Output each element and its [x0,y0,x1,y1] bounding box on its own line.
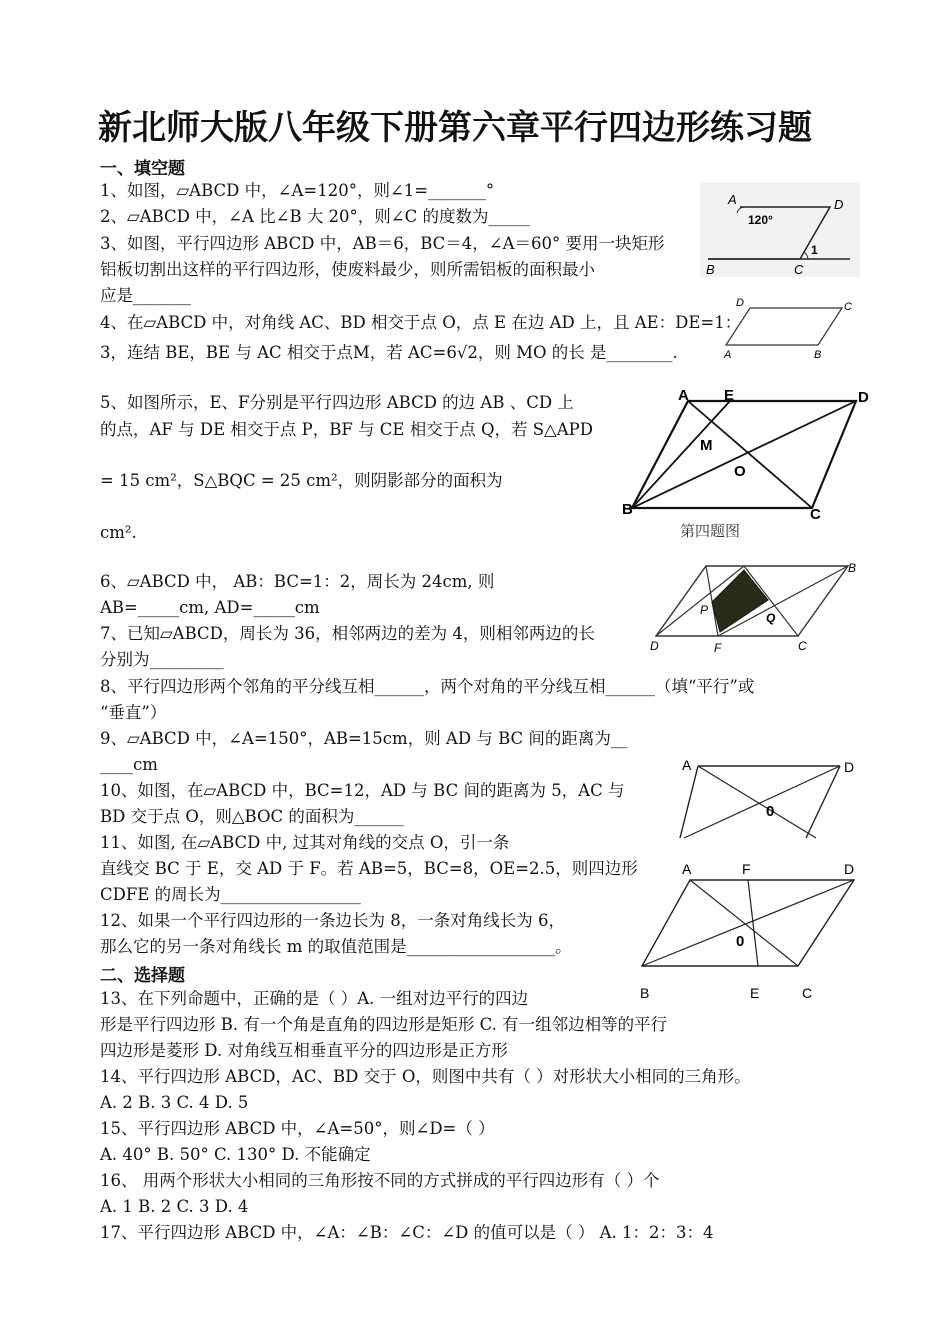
fig4-label-o: O [734,463,746,480]
fig5-label-p: P [700,603,709,617]
figure-q3-parallelogram [714,290,864,365]
fig10-label-a: A [682,757,692,773]
question-13-line-1: 13、在下列命题中，正确的是（ ）A. 一组对边平行的四边 [100,989,529,1008]
question-5-line-1: 5、如图所示，E、F分别是平行四边形 ABCD 的边 AB 、CD 上 [100,393,574,412]
fig5-label-b: B [848,561,857,575]
question-16-line-1: 16、 用两个形状大小相同的三角形按不同的方式拼成的平行四边形有（ ）个 [100,1171,660,1190]
fig4-label-b: B [622,501,633,518]
question-13-line-2: 形是平行四边形 B. 有一个角是直角的四边形是矩形 C. 有一组邻边相等的平行 [100,1015,668,1034]
page-title: 新北师大版八年级下册第六章平行四边形练习题 [98,108,812,148]
question-11-line-3: CDFE 的周长为_________________ [100,885,361,904]
question-17-line-1: 17、平行四边形 ABCD 中，∠A：∠B：∠C：∠D 的值可以是（ ） A. 1：2：3：4 [100,1223,714,1242]
question-3-line-2: 铝板切割出这样的平行四边形，使废料最少，则所需铝板的面积最小 [100,260,595,279]
fig11-label-d: D [844,861,855,877]
fig5-label-d: D [650,639,659,653]
question-5-line-2: 的点，AF 与 DE 相交于点 P，BF 与 CE 相交于点 Q，若 S△APD [100,420,593,439]
figure-q5-shaded-parallelogram [648,560,863,655]
fig4-label-c: C [810,506,821,523]
fig3-label-b: B [814,349,822,361]
fig4-label-a: A [678,387,689,404]
question-2: 2、▱ABCD 中，∠A 比∠B 大 20°，则∠C 的度数为_____ [100,207,530,226]
fig10-label-o: 0 [766,803,775,820]
fig5-label-f: F [714,641,722,655]
fig11-label-f: F [742,861,751,877]
fig5-label-q: Q [766,611,776,625]
question-15-line-1: 15、平行四边形 ABCD 中，∠A=50°，则∠D=（ ） [100,1119,495,1138]
question-4-line-2: 3，连结 BE，BE 与 AC 相交于点M，若 AC=6√2，则 MO 的长 是________. [100,343,678,362]
fig5-shaded-region [712,570,768,632]
fig1-label-d: D [834,197,844,212]
figure-q10-parallelogram [676,752,866,840]
fig11-label-o: 0 [736,933,745,950]
fig3-label-a: A [724,349,732,361]
question-10-line-1: 10、如图，在▱ABCD 中，BC=12，AD 与 BC 间的距离为 5，AC 与 [100,781,625,800]
question-14-line-2: A. 2 B. 3 C. 4 D. 5 [100,1093,249,1112]
question-6-line-2: AB=_____cm, AD=_____cm [100,598,320,617]
question-9-line-2: ____cm [100,755,158,774]
figure-q11-parallelogram [636,856,866,1006]
fig11-label-c: C [802,985,813,1001]
fig1-angle-120: 120° [748,213,773,227]
figure-q1-parallelogram [700,182,860,277]
fig5-label-c: C [798,639,807,653]
question-3-line-3: 应是_______ [100,286,191,305]
fig10-label-d: D [844,759,855,775]
section-heading-fill-blank: 一、填空题 [100,159,185,179]
question-10-line-2: BD 交于点 O，则△BOC 的面积为______ [100,807,404,826]
question-11-line-2: 直线交 BC 于 E，交 AD 于 F。若 AB=5，BC=8，OE=2.5，则四边形 [100,859,638,878]
fig1-label-b: B [706,262,715,277]
fig4-label-d: D [858,389,869,406]
question-8-line-2: “垂直”） [100,703,167,722]
question-9-line-1: 9、▱ABCD 中，∠A=150°，AB=15cm，则 AD 与 BC 间的距离为__ [100,729,628,748]
question-12-line-1: 12、如果一个平行四边形的一条边长为 8，一条对角线长为 6， [100,911,565,930]
fig4-label-m: M [700,437,713,454]
fig3-label-d: D [736,297,744,309]
fig3-label-c: C [844,301,852,313]
question-16-line-2: A. 1 B. 2 C. 3 D. 4 [100,1197,249,1216]
figure-q4-parallelogram [618,386,880,546]
question-7-line-2: 分别为_________ [100,650,224,669]
question-11-line-1: 11、如图, 在▱ABCD 中, 过其对角线的交点 O，引一条 [100,833,510,852]
fig1-label-a: A [728,192,737,207]
section-heading-multiple-choice: 二、选择题 [100,966,185,986]
fig11-label-a: A [682,861,692,877]
fig4-caption: 第四题图 [680,522,741,540]
fig11-label-b: B [640,985,650,1001]
question-13-line-3: 四边形是菱形 D. 对角线互相垂直平分的四边形是正方形 [100,1041,508,1060]
question-5-line-4: cm². [100,523,137,542]
question-3-line-1: 3、如图，平行四边形 ABCD 中，AB＝6，BC＝4，∠A＝60° 要用一块矩形 [100,234,665,253]
question-12-line-2: 那么它的另一条对角线长 m 的取值范围是__________________。 [100,937,572,956]
fig11-label-e: E [750,985,760,1001]
question-8-line-1: 8、平行四边形两个邻角的平分线互相______，两个对角的平分线互相______（填“平行”或 [100,677,755,696]
question-6-line-1: 6、▱ABCD 中， AB：BC=1：2，周长为 24cm, 则 [100,572,495,591]
question-7-line-1: 7、已知▱ABCD，周长为 36，相邻两边的差为 4，则相邻两边的长 [100,624,595,643]
fig1-angle-1: 1 [811,243,818,257]
question-5-line-3: = 15 cm²，S△BQC = 25 cm²，则阴影部分的面积为 [100,471,503,490]
question-1: 1、如图，▱ABCD 中，∠A=120°，则∠1=_______° [100,181,495,200]
question-4-line-1: 4、在▱ABCD 中，对角线 AC、BD 相交于点 O，点 E 在边 AD 上，且 AE：DE=1： [100,313,742,332]
fig4-label-e: E [724,387,735,404]
question-15-line-2: A. 40° B. 50° C. 130° D. 不能确定 [100,1145,371,1164]
question-14-line-1: 14、平行四边形 ABCD，AC、BD 交于 O，则图中共有（ ）对形状大小相同的三角形。 [100,1067,751,1086]
fig1-label-c: C [794,262,804,277]
